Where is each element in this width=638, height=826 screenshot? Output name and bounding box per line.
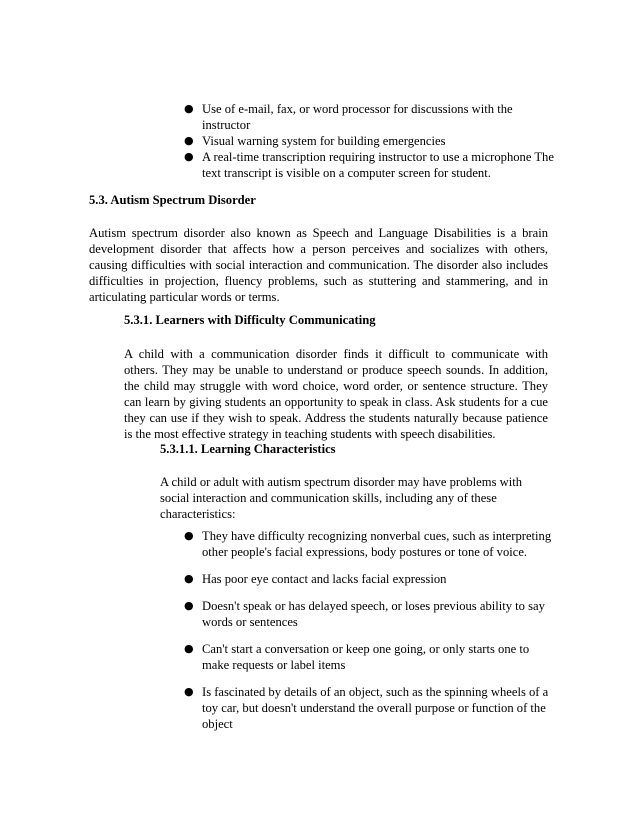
list-item: ● Doesn't speak or has delayed speech, or loses previous ability to say words or sentences	[184, 599, 545, 629]
list-item: ● They have difficulty recognizing nonverbal cues, such as interpreting other people's facial expressions, body postures or tone of voice.	[184, 529, 552, 559]
characteristics-list	[184, 528, 552, 743]
list-item: ● Is fascinated by details of an object, such as the spinning wheels of a toy car, but doesn't understand the overall purpose or function of the object	[184, 685, 549, 731]
bullet-icon: ●	[184, 102, 194, 115]
bullet-icon: ●	[184, 685, 194, 698]
list-item: ● Can't start a conversation or keep one going, or only starts one to make requests or label items	[184, 642, 530, 672]
bullet-icon: ●	[184, 134, 194, 147]
list-item: ● Has poor eye contact and lacks facial expression	[184, 572, 447, 586]
section-paragraph-5-3: Autism spectrum disorder also known as Speech and Language Disabilities is a brain development disorder that affects how a person perceives and socializes with others, causing difficulties with social interaction and communication. The disorder also includes difficulties in projection, fluency problems, such as stuttering and stammering, and in articulating particular words or terms.	[89, 226, 548, 304]
bullet-icon: ●	[184, 572, 194, 585]
bullet-icon: ●	[184, 150, 194, 163]
section-heading-5-3-1: 5.3.1. Learners with Difficulty Communicating	[124, 313, 376, 327]
list-item: ● Use of e-mail, fax, or word processor for discussions with the instructor	[184, 102, 513, 132]
accommodations-list	[184, 101, 562, 181]
section-paragraph-5-3-1: A child with a communication disorder finds it difficult to communicate with others. They may be unable to understand or produce speech sounds. In addition, the child may struggle with word choice, word order, or sentence structure. They can learn by giving students an opportunity to speak in class. Ask students for a cue they can use if they wish to speak. Address the students naturally because patience is the most effective strategy in teaching students with speech disabilities.	[124, 347, 548, 441]
list-item: ● A real-time transcription requiring instructor to use a microphone The text transcript is visible on a computer screen for student.	[184, 150, 554, 180]
bullet-icon: ●	[184, 642, 194, 655]
list-item: ● Visual warning system for building emergencies	[184, 134, 446, 148]
bullet-icon: ●	[184, 529, 194, 542]
section-heading-5-3-1-1: 5.3.1.1. Learning Characteristics	[160, 442, 336, 456]
section-heading-5-3: 5.3. Autism Spectrum Disorder	[89, 193, 256, 207]
section-intro-5-3-1-1: A child or adult with autism spectrum disorder may have problems with social interaction and communication skills, including any of these characteristics:	[160, 475, 523, 521]
bullet-icon: ●	[184, 599, 194, 612]
